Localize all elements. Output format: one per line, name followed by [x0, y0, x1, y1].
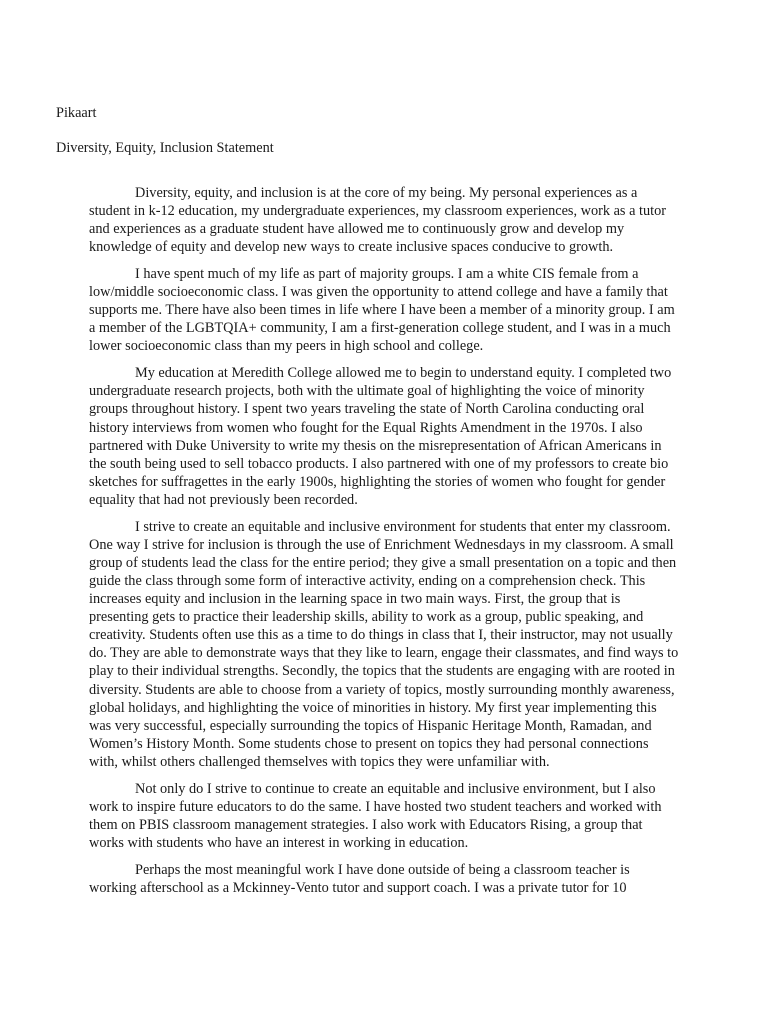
author-name: Pikaart	[56, 105, 97, 121]
paragraph-2: I have spent much of my life as part of majority groups. I am a white CIS female from a low/middle socioeconomic class. I was given the opportunity to attend college and have a family that supports me. There have also been times in life where I have been a member of a minority group. I am a member of the LGBTQIA+ community, I am a first-generation college student, and I was in a much lower socioeconomic class than my peers in high school and college.	[89, 266, 675, 355]
document-title: Diversity, Equity, Inclusion Statement	[56, 140, 274, 156]
paragraph-3: My education at Meredith College allowed me to begin to understand equity. I completed two undergraduate research projects, both with the ultimate goal of highlighting the voice of minority groups throughout history. I spent two years traveling the state of North Carolina conducting oral history interviews from women who fought for the Equal Rights Amendment in the 1970s. I also partnered with Duke University to write my thesis on the misrepresentation of African Americans in the south being used to sell tobacco products. I also partnered with one of my professors to create bio sketches for suffragettes in the early 1900s, highlighting the stories of women who fought for gender equality that had not previously been recorded.	[89, 365, 672, 508]
paragraph-5: Not only do I strive to continue to create an equitable and inclusive environment, but I also work to inspire future educators to do the same. I have hosted two student teachers and worked with them on PBIS classroom management strategies. I also work with Educators Rising, a group that works with students who have an interest in working in education.	[89, 780, 662, 851]
statement-body	[89, 184, 679, 906]
paragraph-4: I strive to create an equitable and inclusive environment for students that enter my classroom. One way I strive for inclusion is through the use of Enrichment Wednesdays in my classroom. A small group of students lead the class for the entire period; they give a small presentation on a topic and then guide the class through some form of interactive activity, ending on a comprehension check. This increases equity and inclusion in the learning space in two main ways. First, the group that is presenting gets to practice their leadership skills, ability to work as a group, public speaking, and creativity. Students often use this as a time to do things in class that I, their instructor, may not usually do. They are able to demonstrate ways that they like to learn, engage their classmates, and find ways to play to their individual strengths. Secondly, the topics that the students are engaging with are rooted in diversity. Students are able to choose from a variety of topics, mostly surrounding monthly awareness, global holidays, and highlighting the voice of minorities in history. My first year implementing this was very successful, especially surrounding the topics of Hispanic Heritage Month, Ramadan, and Women’s History Month. Some students chose to present on topics they had personal connections with, whilst others challenged themselves with topics they were unfamiliar with.	[89, 518, 679, 770]
paragraph-6: Perhaps the most meaningful work I have done outside of being a classroom teacher is working afterschool as a Mckinney-Vento tutor and support coach. I was a private tutor for 10	[89, 861, 630, 896]
paragraph-1: Diversity, equity, and inclusion is at the core of my being. My personal experiences as a student in k-12 education, my undergraduate experiences, my classroom experiences, work as a tutor and experiences as a graduate student have allowed me to continuously grow and develop my knowledge of equity and develop new ways to create inclusive spaces conducive to growth.	[89, 185, 666, 256]
